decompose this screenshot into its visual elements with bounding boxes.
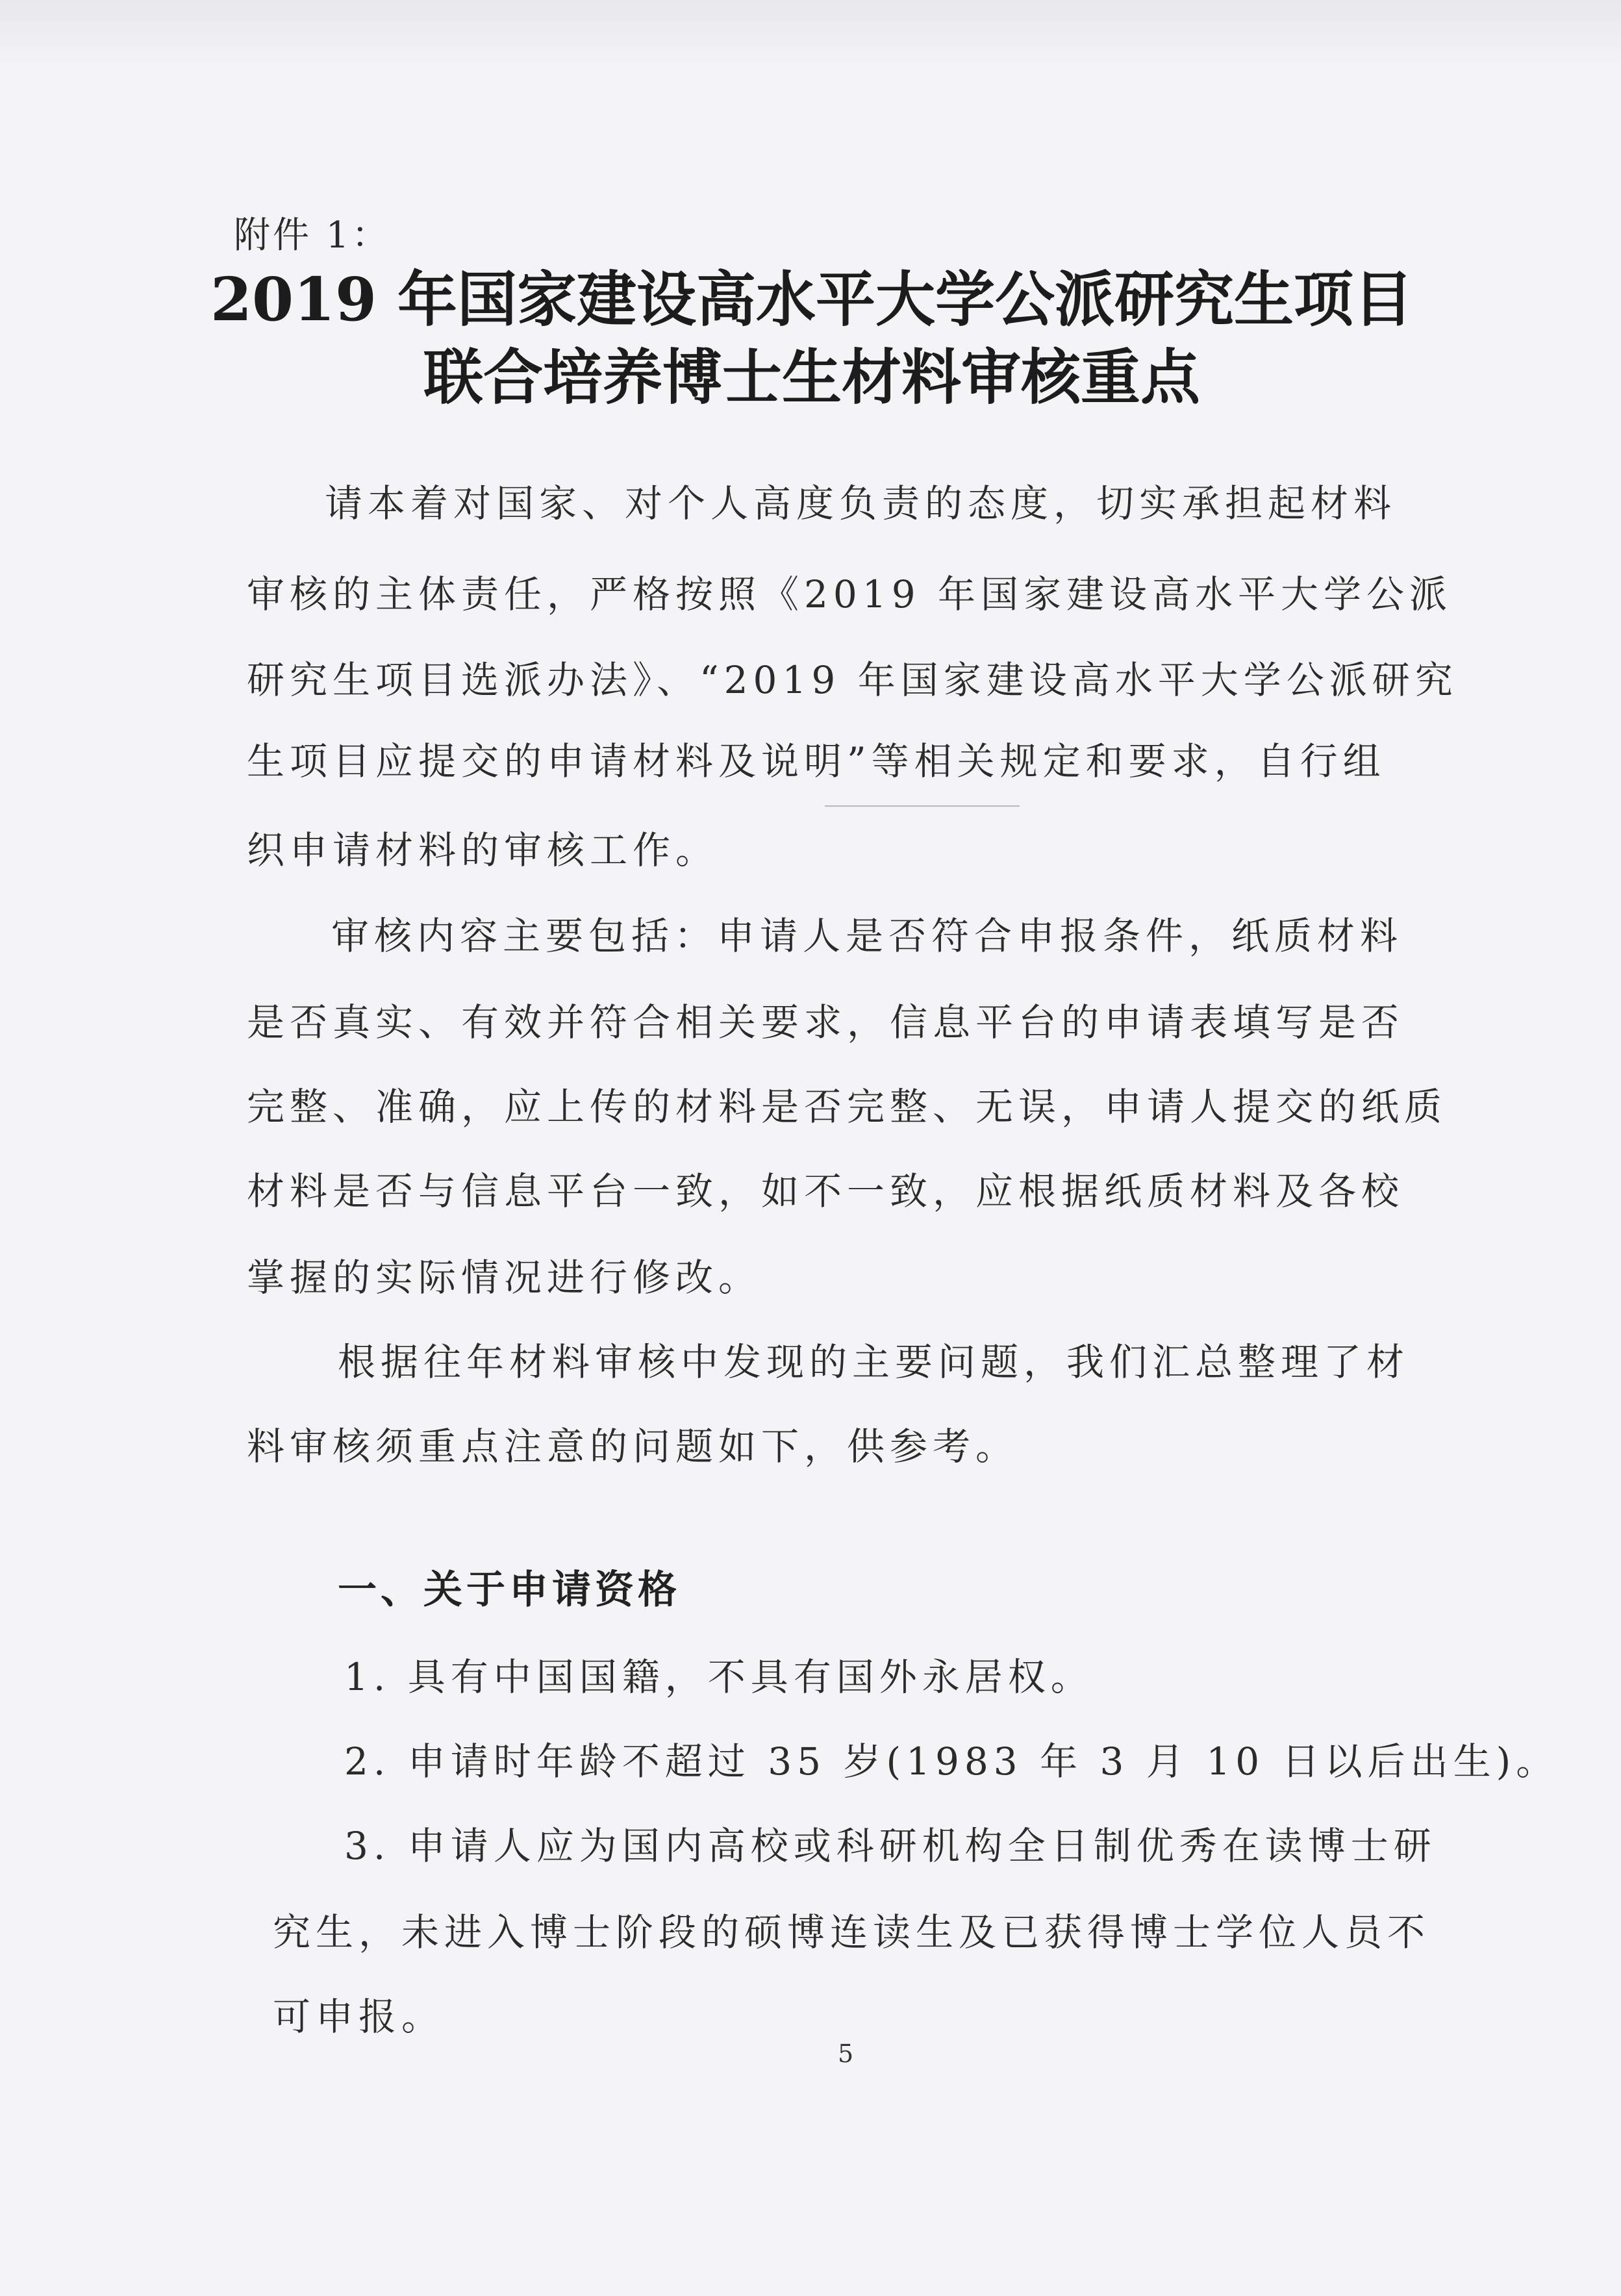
paragraph-2-line-2: 是否真实、有效并符合相关要求，信息平台的申请表填写是否 <box>247 1000 1405 1044</box>
document-title-line-1: 2019 年国家建设高水平大学公派研究生项目 <box>210 264 1414 334</box>
paragraph-1-line-2: 审核的主体责任，严格按照《2019 年国家建设高水平大学公派 <box>247 572 1453 616</box>
paragraph-1-line-4: 生项目应提交的申请材料及说明”等相关规定和要求，自行组 <box>247 739 1386 783</box>
paragraph-3-line-1: 根据往年材料审核中发现的主要问题，我们汇总整理了材 <box>338 1340 1410 1384</box>
paragraph-1-line-5: 织申请材料的审核工作。 <box>247 828 719 872</box>
paragraph-2-line-5: 掌握的实际情况进行修改。 <box>247 1255 762 1300</box>
section-1-item-3-line-3: 可申报。 <box>273 1995 445 2039</box>
page-number: 5 <box>838 2039 854 2068</box>
paragraph-2-line-1: 审核内容主要包括：申请人是否符合申报条件，纸质材料 <box>331 914 1403 958</box>
section-1-item-1: 1. 具有中国国籍，不具有国外永居权。 <box>344 1655 1094 1699</box>
paragraph-1-line-1: 请本着对国家、对个人高度负责的态度，切实承担起材料 <box>325 481 1397 525</box>
paragraph-3-line-2: 料审核须重点注意的问题如下，供参考。 <box>247 1424 1019 1469</box>
section-1-heading: 一、关于申请资格 <box>338 1567 681 1613</box>
scan-edge-shadow <box>0 0 1621 71</box>
paragraph-1-line-3: 研究生项目选派办法》、“2019 年国家建设高水平大学公派研究 <box>247 658 1458 702</box>
attachment-label: 附件 1： <box>234 214 391 257</box>
pen-underline-mark <box>825 805 1020 807</box>
section-1-item-3-line-2: 究生，未进入博士阶段的硕博连读生及已获得博士学位人员不 <box>273 1910 1431 1954</box>
section-1-item-3-line-1: 3. 申请人应为国内高校或科研机构全日制优秀在读博士研 <box>344 1824 1437 1868</box>
paragraph-2-line-3: 完整、准确，应上传的材料是否完整、无误，申请人提交的纸质 <box>247 1085 1448 1129</box>
section-1-item-2: 2. 申请时年龄不超过 35 岁(1983 年 3 月 10 日以后出生)。 <box>344 1739 1559 1784</box>
paragraph-2-line-4: 材料是否与信息平台一致，如不一致，应根据纸质材料及各校 <box>247 1169 1405 1213</box>
document-title-line-2: 联合培养博士生材料审核重点 <box>423 342 1200 412</box>
